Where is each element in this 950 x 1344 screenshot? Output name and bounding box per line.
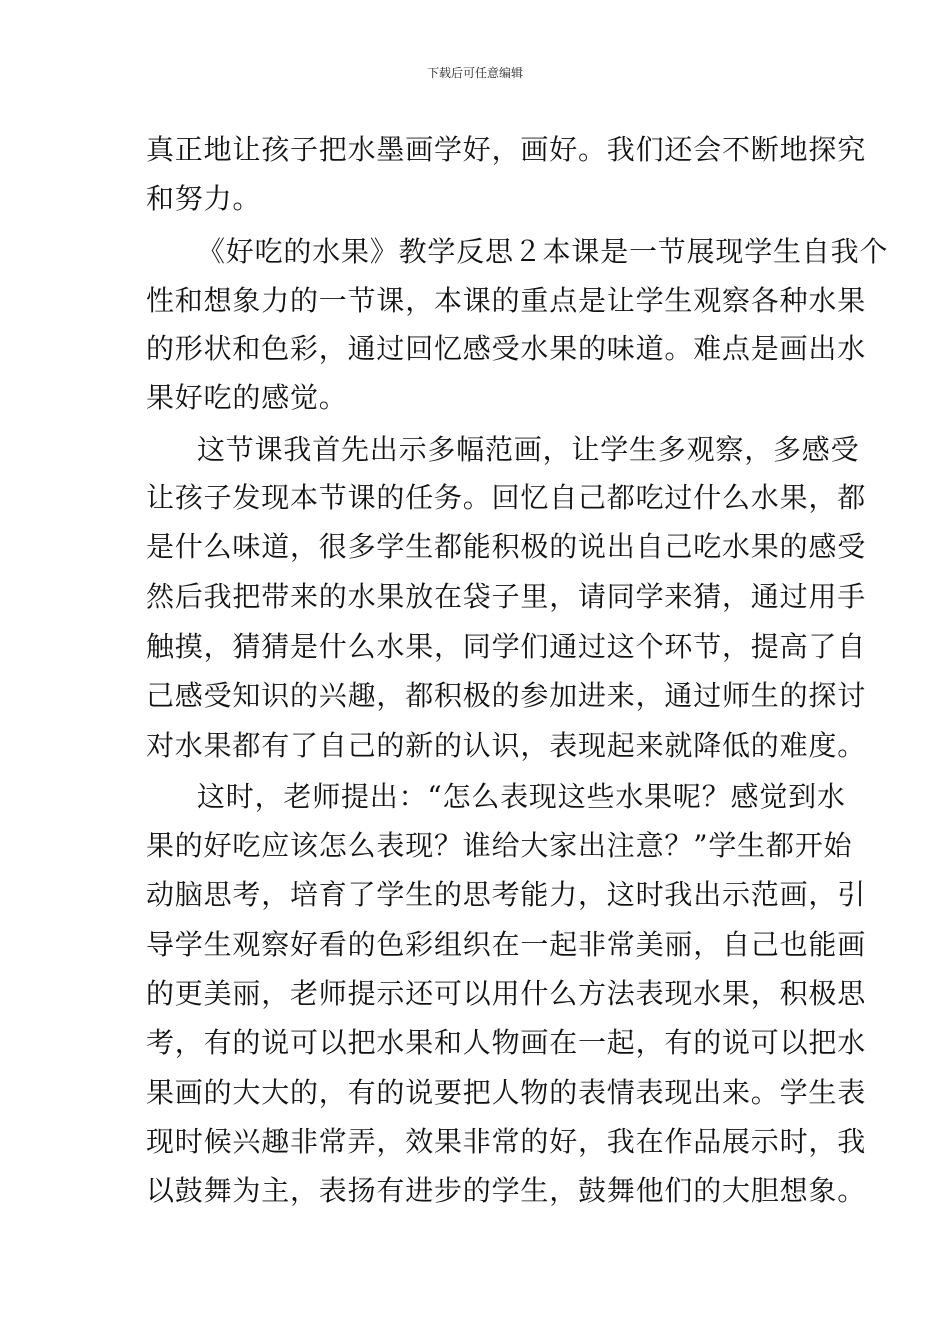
text-line: 这时，老师提出：“怎么表现这些水果呢？感觉到水 [197,780,846,813]
text-line: 触摸，猜猜是什么水果，同学们通过这个环节，提高了自 [146,630,867,663]
text-line: 果画的大大的，有的说要把人物的表情表现出来。学生表 [146,1076,867,1109]
text-line: 己感受知识的兴趣，都积极的参加进来，通过师生的探讨 [146,679,867,712]
text-line: 对水果都有了自己的新的认识，表现起来就降低的难度。 [146,729,867,762]
text-line: 然后我把带来的水果放在袋子里，请同学来猜，通过用手 [146,580,867,613]
text-line: 现时候兴趣非常弄，效果非常的好，我在作品展示时，我 [146,1125,867,1158]
text-line: 果好吃的感觉。 [146,381,348,414]
text-line: 和努力。 [146,182,262,215]
text-line: 果的好吃应该怎么表现？谁给大家出注意？”学生都开始 [146,829,853,862]
text-line: 这节课我首先出示多幅范画，让学生多观察，多感受 [197,433,860,466]
text-line: 以鼓舞为主，表扬有进步的学生，鼓舞他们的大胆想象。 [146,1174,867,1207]
text-line: 让孩子发现本节课的任务。回忆自己都吃过什么水果，都 [146,481,867,514]
text-line: 真正地让孩子把水墨画学好，画好。我们还会不断地探究 [146,133,867,166]
text-line: 性和想象力的一节课，本课的重点是让学生观察各种水果 [146,284,867,317]
text-line: 的形状和色彩，通过回忆感受水果的味道。难点是画出水 [146,332,867,365]
text-line: 《好吃的水果》教学反思２本课是一节展现学生自我个 [197,235,889,268]
text-line: 动脑思考，培育了学生的思考能力，这时我出示范画，引 [146,878,867,911]
text-line: 导学生观察好看的色彩组织在一起非常美丽，自己也能画 [146,928,867,961]
page-header: 下载后可任意编辑 [426,66,523,80]
text-line: 是什么味道，很多学生都能积极的说出自己吃水果的感受 [146,530,867,563]
text-line: 的更美丽，老师提示还可以用什么方法表现水果，积极思 [146,977,867,1010]
text-line: 考，有的说可以把水果和人物画在一起，有的说可以把水 [146,1026,867,1059]
